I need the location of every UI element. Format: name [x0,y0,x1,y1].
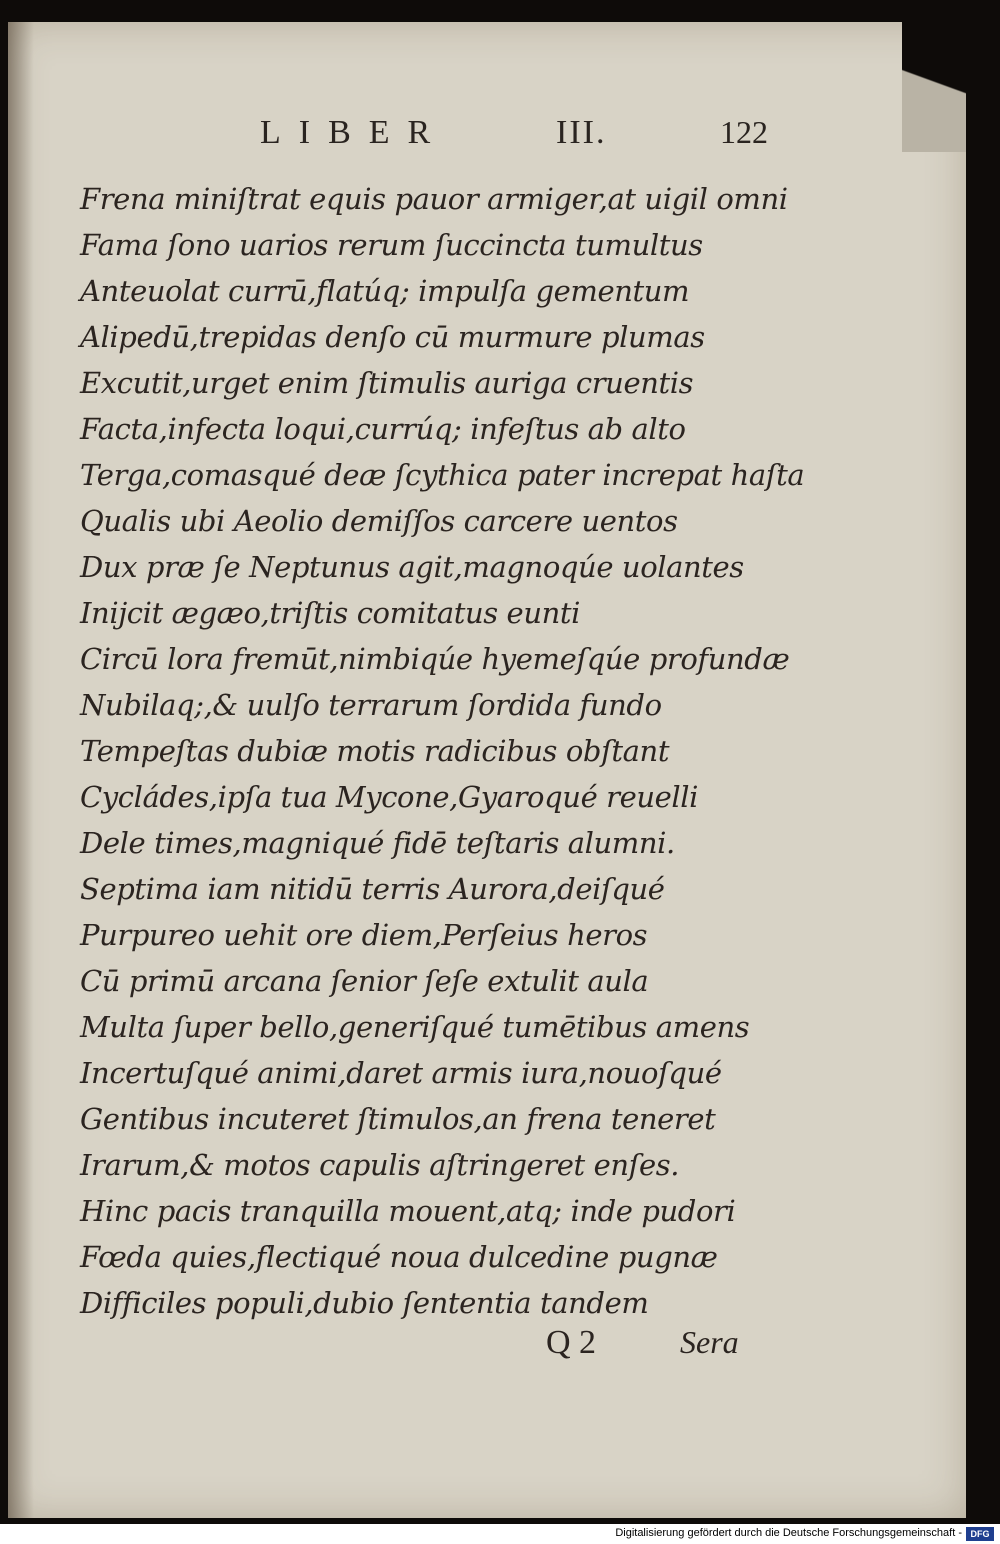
verse-line: Difficiles populi,dubio ſententia tandem [80,1286,649,1320]
verse-line: Multa ſuper bello,generiſqué tumētibus amens [80,1010,750,1044]
gutter-shadow [8,22,34,1518]
running-head-book-number: III. [556,114,607,151]
verse-line: Circū lora fremūt,nimbiqúe hyemeſqúe profundæ [80,642,790,676]
signature-mark: Q 2 [546,1324,597,1361]
verse-line: Terga,comasqué deæ ſcythica pater increpat haſta [80,458,805,492]
verse-line: Septima iam nitidū terris Aurora,deiſqué [80,872,665,906]
verse-line: Alipedū,trepidas denſo cū murmure plumas [80,320,705,354]
verse-line: Cū primū arcana ſenior ſeſe extulit aula [80,964,649,998]
verse-line: Excutit,urget enim ſtimulis auriga cruentis [80,366,694,400]
digitization-credit-bar [0,1524,1000,1544]
verse-line: Qualis ubi Aeolio demiſſos carcere uentos [80,504,678,538]
verse-list [80,176,805,1326]
dfg-logo: DFG [966,1527,994,1541]
running-head-book: LIBER [260,114,449,151]
verse-line: Purpureo uehit ore diem,Perſeius heros [80,918,648,952]
verse-line: Dux præ ſe Neptunus agit,magnoqúe uolantes [80,550,744,584]
folio-number: 122 [720,114,768,150]
verse-line: Facta,infecta loqui,currúq; infeſtus ab alto [80,412,686,446]
verse-line: Inijcit ægæo,triſtis comitatus eunti [80,596,580,630]
verse-line: Fœda quies,flectiqué noua dulcedine pugnæ [80,1240,718,1274]
verse-line: Fama ſono uarios rerum ſuccincta tumultus [80,228,703,262]
verse-line: Anteuolat currū,flatúq; impulſa gementum [80,274,690,308]
verse-line: Tempeſtas dubiæ motis radicibus obſtant [80,734,670,768]
verse-line: Dele times,magniqué fidē teſtaris alumni. [80,826,675,860]
verse-line: Gentibus incuteret ſtimulos,an frena teneret [80,1102,716,1136]
verse-line: Cycládes,ipſa tua Mycone,Gyaroqué reuelli [80,780,699,814]
verse-line: Frena miniſtrat equis pauor armiger,at uigil omni [80,182,788,216]
verse-line: Nubilaq;,& uulſo terrarum ſordida fundo [80,688,662,722]
verse-line: Incertuſqué animi,daret armis iura,nouoſqué [80,1056,722,1090]
digitization-credit-text: Digitalisierung gefördert durch die Deutsche Forschungsgemeinschaft - [615,1527,962,1539]
catchword: Sera [680,1324,739,1360]
verse-line: Hinc pacis tranquilla mouent,atq; inde pudori [80,1194,736,1228]
running-head [8,114,966,164]
book-page [8,22,966,1518]
verse-line: Irarum,& motos capulis aſtringeret enſes. [80,1148,680,1182]
